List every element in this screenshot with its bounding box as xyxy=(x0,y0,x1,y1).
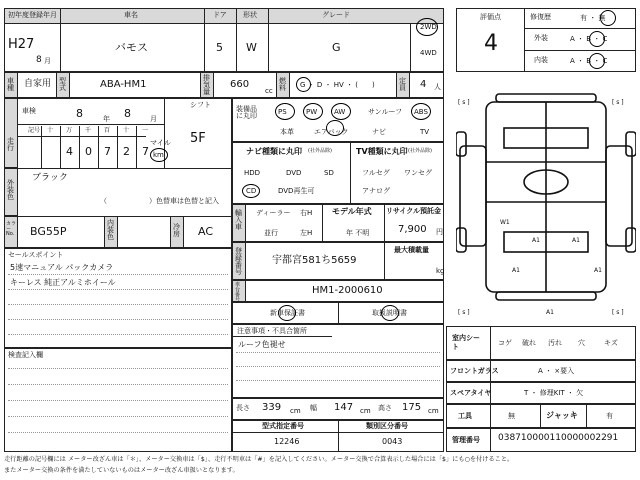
mileage-digit: 7 xyxy=(104,145,111,158)
navi-dvd: DVD xyxy=(286,169,302,177)
door-label: ドア xyxy=(213,11,227,19)
color-no-label: カラーNo. xyxy=(6,221,17,237)
length: 339 xyxy=(262,402,282,413)
sales-point-1: 5速マニュアル パックカメラ xyxy=(10,263,114,272)
inspection-year-unit: 年 xyxy=(103,115,110,123)
drive-2wd: 2WD xyxy=(420,23,437,31)
repair: 有 ・ 無 xyxy=(580,14,606,22)
shift-label: シフト xyxy=(190,101,211,109)
notes-text: ルーフ色褪せ xyxy=(238,340,286,349)
navi-sd: SD xyxy=(324,169,334,177)
recycle-label: リサイクル預託金 xyxy=(386,207,442,215)
mileage-digit: 2 xyxy=(123,145,130,158)
spare-tire: T ・ 修理KIT ・ 欠 xyxy=(524,389,584,397)
grade: G xyxy=(332,41,341,54)
diagram-label-a1-4: A1 xyxy=(594,267,602,274)
mileage-col-header: 十 xyxy=(123,127,130,134)
interior-color-label: 内装色 xyxy=(107,219,114,241)
equipment-item: TV xyxy=(420,128,430,136)
inspection-year: 8 xyxy=(76,107,83,120)
equipment-item: ナビ xyxy=(372,128,386,136)
mileage-col-header: 十 xyxy=(47,127,54,134)
import-label: 輸入車 xyxy=(235,209,242,231)
warranty-label-1: 新車保証書 xyxy=(270,309,305,317)
diagram-label-a1-1: A1 xyxy=(532,237,540,244)
tools-label: 工具 xyxy=(458,412,472,420)
capacity: 4 xyxy=(420,79,427,90)
tv-fullseg: フルセグ xyxy=(362,169,390,177)
equipment-label: 装備品に丸印 xyxy=(236,105,257,120)
tv-label: TV種類に丸印 xyxy=(356,147,408,156)
length-unit: cm xyxy=(290,407,301,415)
repair-label: 修復歴 xyxy=(530,13,551,21)
reg-year: H27 xyxy=(8,37,35,52)
registration-label: 登録番号 xyxy=(235,247,242,276)
class-label: 類別区分番号 xyxy=(366,422,408,430)
model: ABA-HM1 xyxy=(100,79,147,90)
usage-label: 車種 xyxy=(7,77,14,92)
exterior-eval-label: 外装 xyxy=(534,34,548,42)
car-name: バモス xyxy=(115,41,148,54)
model-year: 年 不明 xyxy=(346,229,370,237)
svg-text:[ s ]: [ s ] xyxy=(612,309,624,316)
equipment-item: PW xyxy=(306,108,318,116)
usage-row xyxy=(4,72,444,98)
inspection-label: 車検 xyxy=(22,107,36,115)
tv-note: (社外品除) xyxy=(408,148,432,154)
mile-unit: マイル xyxy=(150,139,171,147)
import-dealer: ディーラー xyxy=(256,209,291,217)
height-label: 高さ xyxy=(378,404,392,412)
footer-line-1: 走行距離の記号欄には メーター改ざん車は「＊」、メーター交換車は「$」、走行不明車は「#」を記入してください。メーター交換で合算表示した場合には「$」にも○を付けること。 xyxy=(4,456,514,463)
capacity-unit: 人 xyxy=(434,83,441,91)
jack-label: ジャッキ xyxy=(546,411,578,420)
shape-label: 形状 xyxy=(243,11,257,19)
svg-text:[ s ]: [ s ] xyxy=(612,99,624,106)
max-load-label: 最大積載量 xyxy=(394,246,429,254)
mileage-col-header: 記号 xyxy=(28,127,41,134)
length-label: 長さ xyxy=(236,404,250,412)
car-name-label: 車名 xyxy=(124,11,138,19)
notes-label: 注意事項・不具合箇所 xyxy=(237,327,307,335)
navi-dvd-play: DVD再生可 xyxy=(278,187,315,195)
exterior-color: ブラック xyxy=(32,173,68,183)
exterior-label: 外装色 xyxy=(7,179,14,201)
sales-point-2: キーレス 純正アルミホイール xyxy=(10,278,116,287)
mileage-digit: 4 xyxy=(66,145,73,158)
svg-text:[ s ]: [ s ] xyxy=(458,99,470,106)
displacement: 660 xyxy=(230,79,250,90)
tv-analog: アナログ xyxy=(362,187,390,195)
width-unit: cm xyxy=(360,407,371,415)
diagram-label-w1: W1 xyxy=(500,219,510,226)
recycle: 7,900 xyxy=(398,224,427,235)
jack: 有 xyxy=(606,412,613,420)
interior-seat-item: コゲ xyxy=(498,339,512,347)
shift: 5F xyxy=(190,131,206,146)
exterior-eval: A ・ B ・ C xyxy=(570,35,608,43)
ac: AC xyxy=(198,225,214,238)
front-glass-label: フロントガラス xyxy=(450,367,499,375)
car-diagram xyxy=(456,92,636,322)
chassis-label: 車台番号 xyxy=(235,282,241,303)
interior-seat-item: 汚れ xyxy=(548,339,562,347)
equipment-item: PS xyxy=(278,108,287,116)
control-no: 038710000110000002291 xyxy=(498,433,619,443)
width: 147 xyxy=(334,402,354,413)
drive-4wd: 4WD xyxy=(420,49,437,57)
mileage-col-header: 千 xyxy=(85,127,92,134)
class-no: 0043 xyxy=(382,437,403,446)
interior-eval: A ・ B ・ C xyxy=(570,57,608,65)
equipment-item: エアバック xyxy=(314,128,349,136)
interior-seat-item: 破れ xyxy=(522,339,536,347)
equipment-item: ABS xyxy=(414,108,428,116)
max-load-kg: kg xyxy=(436,267,445,275)
tv-oneseg: ワンセグ xyxy=(404,169,432,177)
registration-number: 宇都宮581ち5659 xyxy=(272,255,357,266)
mileage-digit: 0 xyxy=(85,145,92,158)
reg-month: 8 xyxy=(36,55,42,65)
type-label: 型式指定番号 xyxy=(262,422,304,430)
score: 4 xyxy=(484,31,498,56)
reg-month-unit: 月 xyxy=(44,57,51,65)
mileage-label: 走行 xyxy=(7,137,14,152)
cc-unit: cc xyxy=(265,87,273,95)
ac-label: 冷房 xyxy=(173,223,180,238)
capacity-label: 定員 xyxy=(399,77,406,92)
navi-hdd: HDD xyxy=(244,169,261,177)
equipment-item: AW xyxy=(334,108,346,116)
import-right: 右H xyxy=(300,209,313,217)
height-unit: cm xyxy=(428,407,439,415)
import-parallel: 並行 xyxy=(264,229,278,237)
exterior-color-note: （ ）色替車は色替と記入 xyxy=(100,197,219,205)
displacement-label: 排気量 xyxy=(203,74,210,96)
interior-seat-item: キズ xyxy=(604,339,618,347)
model-label: 型式 xyxy=(59,77,66,92)
svg-text:[ s ]: [ s ] xyxy=(458,309,470,316)
footer-line-2: またメーター交換の条件を満たしていないものはメーター改ざん車扱いとなります。 xyxy=(4,467,239,474)
mileage-col-header: 百 xyxy=(104,127,111,134)
interior-seat-label: 室内シート xyxy=(452,334,480,352)
reg-year-label: 初年度登録年月 xyxy=(8,11,57,19)
color-no: BG55P xyxy=(30,225,67,238)
diagram-label-a1-5: A1 xyxy=(546,309,554,316)
airbag-circle xyxy=(326,120,344,136)
inspection-month: 8 xyxy=(124,107,131,120)
chassis-number: HM1-2000610 xyxy=(312,285,383,296)
control-no-label: 管理番号 xyxy=(452,436,480,444)
front-glass: A ・ ×要入 xyxy=(538,367,575,375)
interior-eval-label: 内装 xyxy=(534,56,548,64)
mileage-digit: 7 xyxy=(142,145,149,158)
interior-seat-item: 穴 xyxy=(578,339,585,347)
tools: 無 xyxy=(508,412,515,420)
doors: 5 xyxy=(216,41,223,54)
height: 175 xyxy=(402,402,422,413)
usage: 自家用 xyxy=(24,79,52,89)
km-unit: km xyxy=(153,151,164,159)
score-label: 評価点 xyxy=(480,13,501,21)
model-year-label: モデル年式 xyxy=(332,207,372,216)
diagram-label-a1-3: A1 xyxy=(512,267,520,274)
type-no: 12246 xyxy=(274,437,300,446)
navi-note: (社外品除) xyxy=(308,148,332,154)
grade-label: グレード xyxy=(322,11,350,19)
sales-points-label: セールスポイント xyxy=(8,251,64,259)
fuel-label: 燃料 xyxy=(279,77,286,92)
warranty-label-2: 取扱説明書 xyxy=(372,309,407,317)
shape: W xyxy=(246,41,257,54)
navi-cd: CD xyxy=(246,187,257,195)
equipment-item: 本革 xyxy=(280,128,294,136)
inspector-notes-label: 検査記入欄 xyxy=(8,351,43,359)
mileage-col-header: 一 xyxy=(142,127,149,134)
spare-tire-label: スペアタイヤ xyxy=(450,389,492,397)
recycle-yen: 円 xyxy=(436,228,443,236)
fuel: G ・ D ・ HV ・ ( ) xyxy=(300,81,375,89)
equipment-item: サンルーフ xyxy=(368,108,403,116)
width-label: 幅 xyxy=(310,404,317,412)
navi-label: ナビ種類に丸印 xyxy=(246,147,302,156)
diagram-label-a1-2: A1 xyxy=(572,237,580,244)
inspection-month-unit: 月 xyxy=(150,115,157,123)
import-left: 左H xyxy=(300,229,313,237)
mileage-col-header: 万 xyxy=(66,127,73,134)
